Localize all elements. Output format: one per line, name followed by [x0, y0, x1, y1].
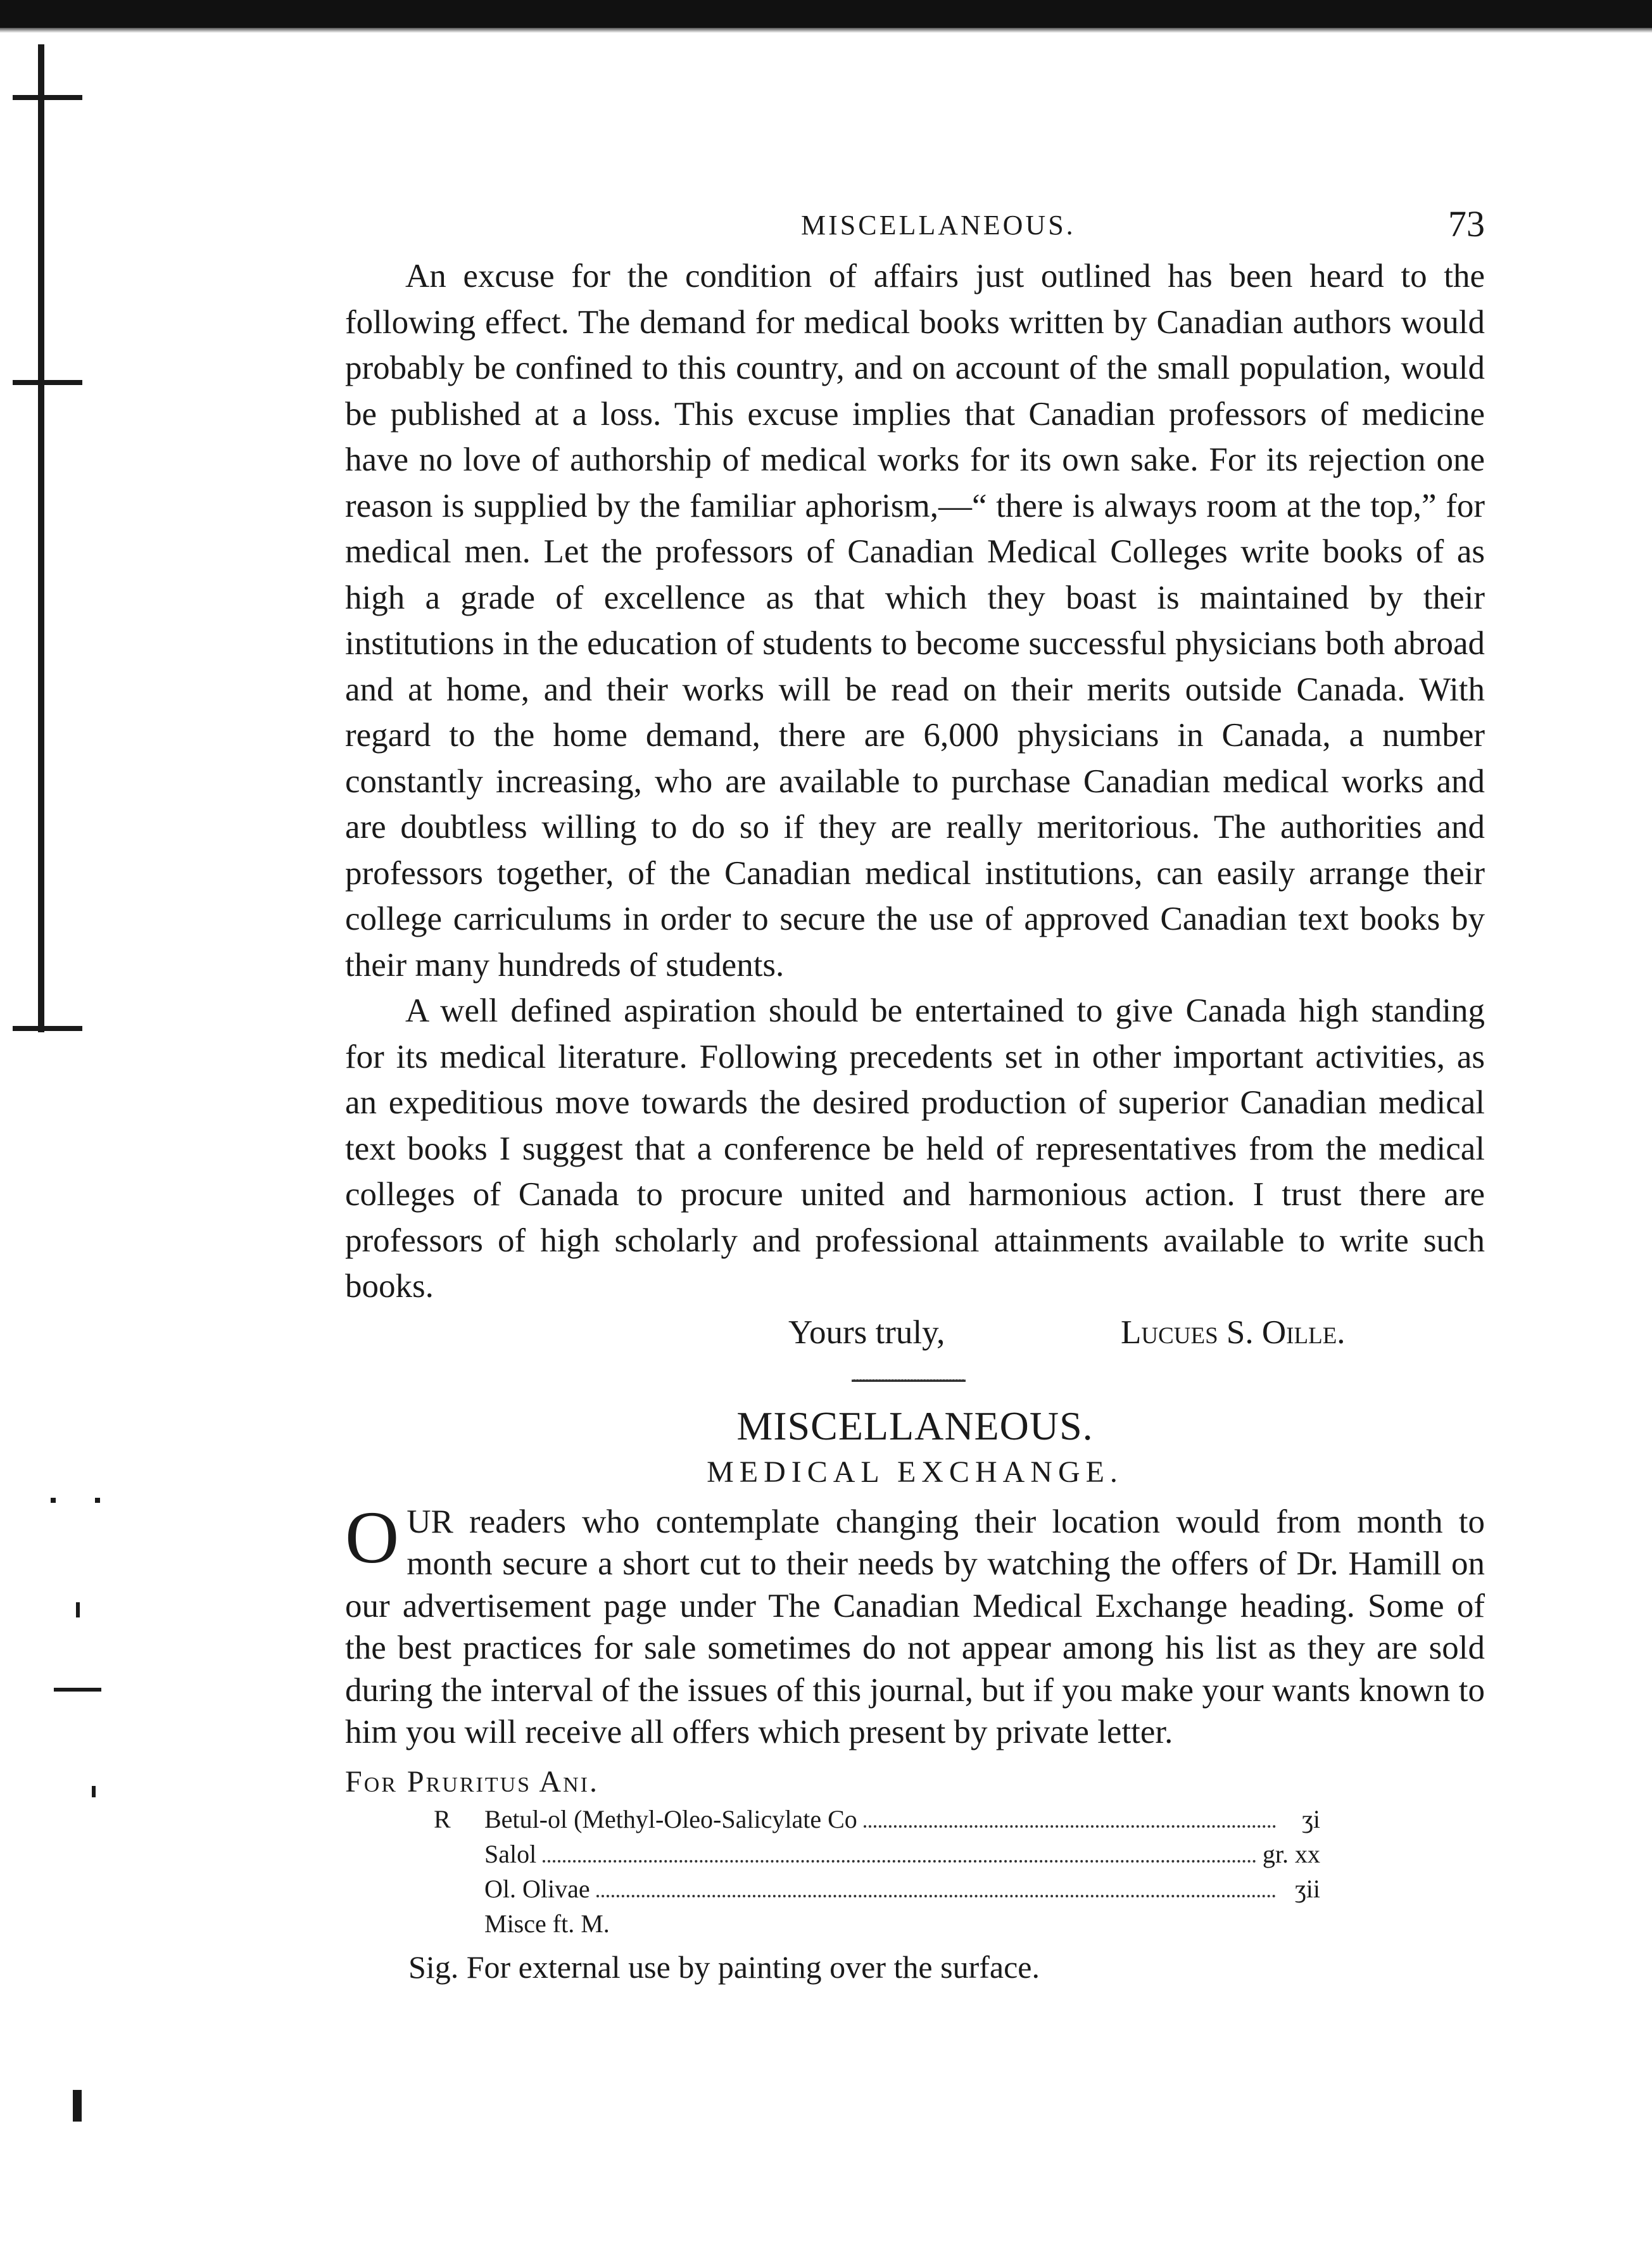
- closing-salutation: Yours truly,: [788, 1313, 945, 1351]
- scan-top-edge: [0, 0, 1652, 28]
- margin-mark: [95, 1498, 100, 1503]
- rx-symbol: R: [434, 1804, 451, 1833]
- exchange-paragraph-text: UR readers who contemplate changing their location would from month to month secure a short cut to their needs by watching the offers of Dr. Hamill on our advertisement page under The Canadian Medical Exchange heading. Some of the best practices for sale sometimes do not appear among his list as they are sold during the interval of the issues of this journal, but if you make your wants known to him you will receive all offers which present by private letter.: [345, 1503, 1485, 1750]
- misce-text: Misce ft. M.: [484, 1909, 610, 1938]
- prescription-item-qty: gr. xx: [1262, 1839, 1320, 1868]
- letter-signoff: [345, 1310, 1485, 1355]
- scan-top-shadow: [0, 28, 1652, 33]
- prescription-heading: For Pruritus Ani.: [345, 1764, 599, 1799]
- margin-mark: [54, 1688, 101, 1692]
- prescription-sig: Sig. For external use by painting over the surface.: [408, 1949, 1040, 1985]
- prescription-item: [434, 1871, 1320, 1906]
- prescription-item: [434, 1802, 1320, 1837]
- prescription-item: [434, 1837, 1320, 1871]
- exchange-paragraph: [345, 1495, 1485, 1754]
- page-number: 73: [1448, 203, 1485, 244]
- binding-edge-tick: [13, 1026, 82, 1031]
- section-divider: [852, 1379, 966, 1382]
- prescription-item-name: Salol: [484, 1839, 537, 1868]
- section-subtitle: MEDICAL EXCHANGE.: [707, 1455, 1123, 1489]
- prescription-item-name: Betul-ol (Methyl-Oleo-Salicylate Co: [484, 1804, 857, 1833]
- page-content: [345, 203, 1485, 1988]
- leader-dots: [864, 1825, 1276, 1828]
- prescription-list: [434, 1802, 1320, 1941]
- signature: Lucues S. Oille.: [1121, 1313, 1346, 1351]
- prescription-misce: [434, 1906, 1320, 1941]
- prescription-item-name: Ol. Olivae: [484, 1874, 590, 1903]
- margin-mark: [92, 1786, 96, 1797]
- prescription-item-qty: ʒii: [1295, 1874, 1320, 1903]
- binding-edge-tick: [13, 95, 82, 100]
- binding-edge-tick: [13, 380, 82, 385]
- margin-mark: [76, 1602, 80, 1617]
- leader-dots: [543, 1860, 1256, 1863]
- margin-mark: [73, 2090, 82, 2122]
- prescription-item-qty: ʒi: [1302, 1804, 1320, 1833]
- letter-paragraph: An excuse for the condition of affairs just outlined has been heard to the following effect. The demand for medical books written by Canadian authors would probably be confined to this country, and on account of the small population, would be published at a loss. This excuse implies that Canadian professors of medicine have no love of authorship of medical works for its own sake. For its rejection one reason is supplied by the familiar aphorism,—“ there is always room at the top,” for medical men. Let the professors of Canadian Medical Colleges write books of as high a grade of excellence as that which they boast is maintained by their institutions in the education of students to become successful physicians both abroad and at home, and their works will be read on their merits outside Canada. With regard to the home demand, there are 6,000 physicians in Canada, a number constantly increasing, who are available to purchase Canadian medical works and are doubtless willing to do so if they are really meritorious. The authorities and professors together, of the Canadian medical institutions, can easily arrange their college carriculums in order to secure the use of approved Canadian text books by their many hundreds of students.: [345, 258, 1485, 984]
- leader-dots: [596, 1895, 1276, 1897]
- letter-paragraph: A well defined aspiration should be entertained to give Canada high standing for its medical literature. Following precedents set in other important activities, as an expeditious move towards the desired production of superior Canadian medical text books I suggest that a conference be held of representatives from the medical colleges of Canada to procure united and harmonious action. I trust there are professors of high scholarly and professional attainments available to write such books.: [345, 992, 1485, 1305]
- drop-cap: O: [345, 1495, 400, 1579]
- margin-mark: [51, 1498, 56, 1503]
- running-head: [345, 203, 1485, 253]
- section-title: MISCELLANEOUS.: [736, 1403, 1094, 1448]
- running-head-title: MISCELLANEOUS.: [801, 210, 1076, 241]
- binding-edge-rule: [38, 44, 44, 1032]
